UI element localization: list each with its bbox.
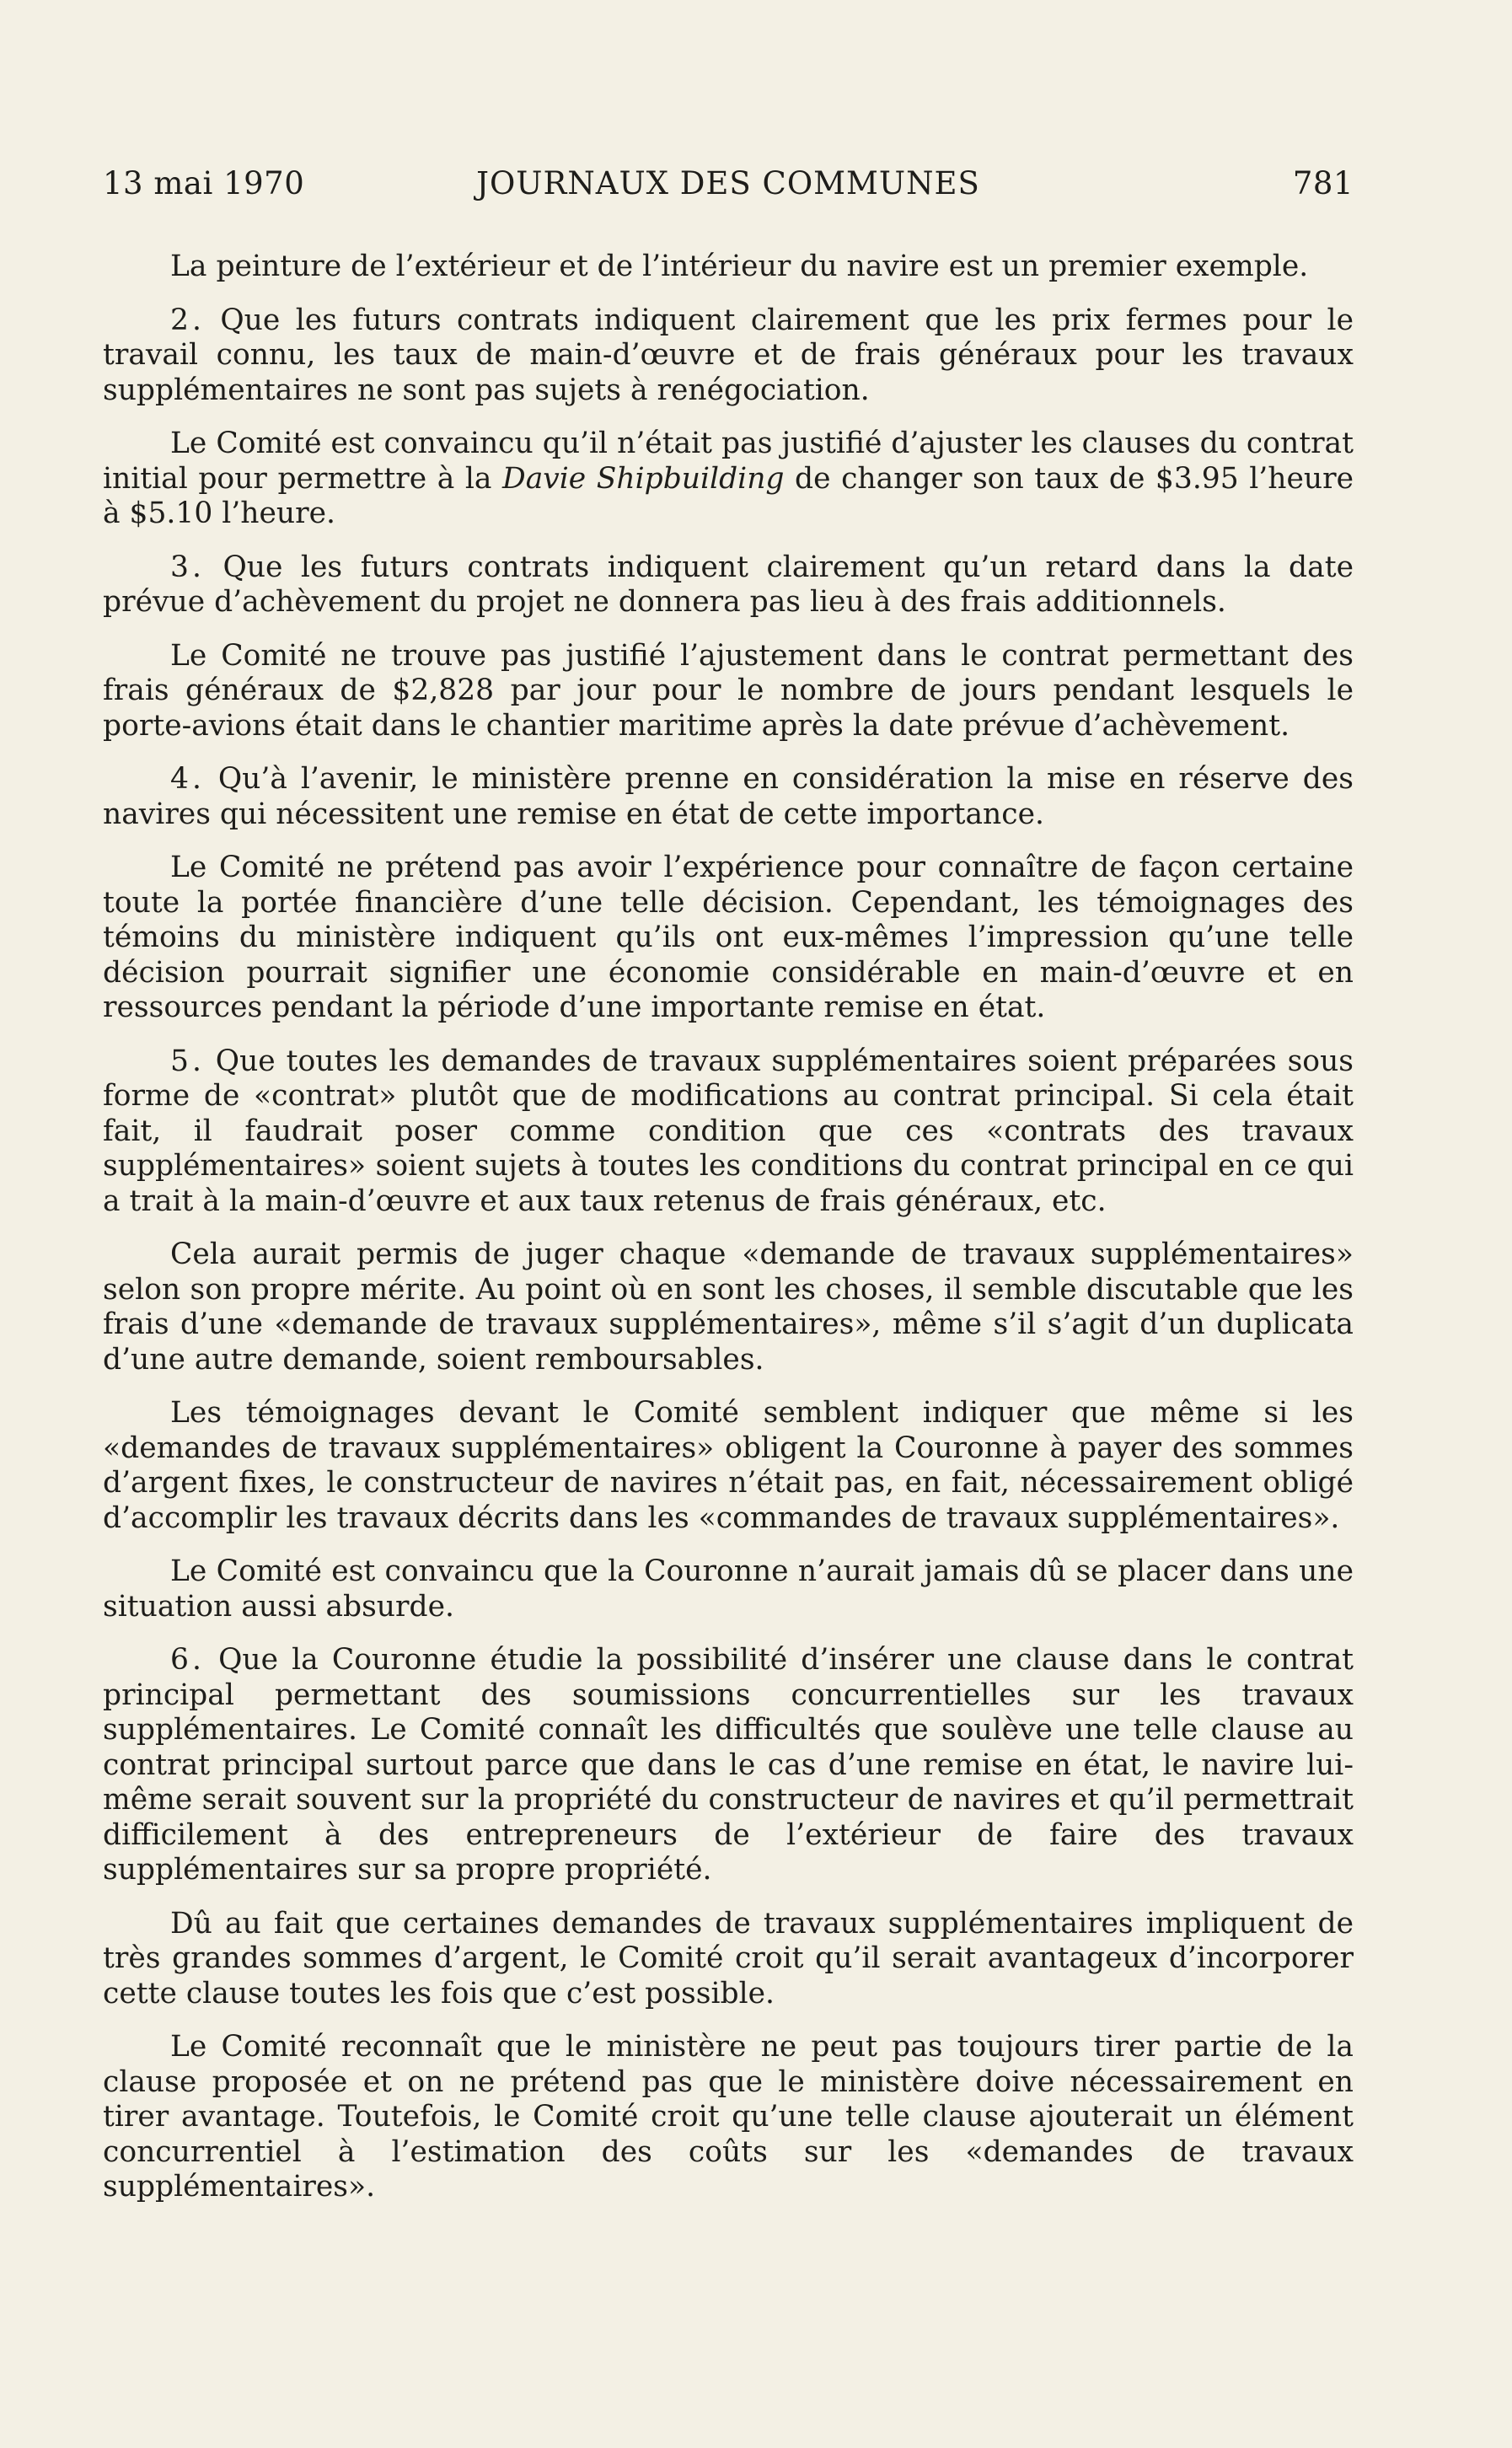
item-number: 3. [170, 550, 205, 584]
item-number: 5. [170, 1044, 205, 1078]
item-number: 2. [170, 303, 205, 337]
running-header [103, 165, 1354, 207]
page-content [103, 165, 1354, 2224]
recommendation-4: 4. Qu’à l’avenir, le ministère prenne en considération la mise en réserve des navires qui nécessitent une remise en état de cette importance. [103, 762, 1354, 831]
recommendation-2: 2. Que les futurs contrats indiquent clairement que les prix fermes pour le travail connu, les taux de main-d’œuvre et de frais généraux pour les travaux supplémentaires ne sont pas sujets à renégociation. [103, 303, 1354, 407]
paragraph: Dû au fait que certaines demandes de travaux supplémentaires impliquent de très grandes sommes d’argent, le Comité croit qu’il serait avantageux d’incorporer cette clause toutes les fois que c’est possible. [103, 1906, 1354, 2010]
recommendation-5: 5. Que toutes les demandes de travaux supplémentaires soient préparées sous forme de «contrat» plutôt que de modifications au contrat principal. Si cela était fait, il faudrait poser comme condition que ces «contrats des travaux supplémentaires» soient sujets à toutes les conditions du contrat principal en ce qui a trait à la main-d’œuvre et aux taux retenus de frais généraux, etc. [103, 1044, 1354, 1218]
paragraph: Le Comité ne trouve pas justifié l’ajustement dans le contrat permettant des frais généraux de $2,828 par jour pour le nombre de jours pendant lesquels le porte-avions était dans le chantier maritime après la date prévue d’achèvement. [103, 638, 1354, 743]
item-number: 6. [170, 1643, 205, 1677]
paragraph: Le Comité reconnaît que le ministère ne peut pas toujours tirer partie de la clause proposée et on ne prétend pas que le ministère doive nécessairement en tirer avantage. Toutefois, le Comité croit qu’une telle clause ajouterait un élément concurrentiel à l’estimation des coûts sur les «demandes de travaux supplémentaires». [103, 2030, 1354, 2204]
paragraph: La peinture de l’extérieur et de l’intérieur du navire est un premier exemple. [170, 250, 1309, 283]
recommendation-3: 3. Que les futurs contrats indiquent clairement qu’un retard dans la date prévue d’achèvement du projet ne donnera pas lieu à des frais additionnels. [103, 550, 1354, 619]
page-number: 781 [1292, 165, 1354, 201]
shipyard-name: Davie Shipbuilding [502, 461, 785, 496]
paragraph: Le Comité est convaincu qu’il n’était pas justifié d’ajuster les clauses du contrat initial pour permettre à la Davie Shipbuilding de changer son taux de $3.95 l’heure à $5.10 l’heure. [103, 427, 1354, 530]
paragraph: Cela aurait permis de juger chaque «demande de travaux supplémentaires» selon son propre mérite. Au point où en sont les choses, il semble discutable que les frais d’une «demande de travaux supplémentaires», même s’il s’agit d’un duplicata d’une autre demande, soient remboursables. [103, 1237, 1354, 1377]
recommendation-6: 6. Que la Couronne étudie la possibilité d’insérer une clause dans le contrat principal permettant des soumissions concurrentielles sur les travaux supplémentaires. Le Comité connaît les difficultés que soulève une telle clause au contrat principal surtout parce que dans le cas d’une remise en état, le navire lui-même serait souvent sur la propriété du constructeur de navires et qu’il permettrait difficilement à des entrepreneurs de l’extérieur de faire des travaux supplémentaires sur sa propre propriété. [103, 1643, 1354, 1887]
item-number: 4. [170, 762, 205, 796]
body-text [103, 250, 1354, 2205]
paragraph: Les témoignages devant le Comité semblent indiquer que même si les «demandes de travaux supplémentaires» obligent la Couronne à payer des sommes d’argent fixes, le constructeur de navires n’était pas, en fait, nécessairement obligé d’accomplir les travaux décrits dans les «commandes de travaux supplémentaires». [103, 1396, 1354, 1535]
paragraph: Le Comité est convaincu que la Couronne n’aurait jamais dû se placer dans une situation aussi absurde. [103, 1554, 1354, 1624]
paragraph: Le Comité ne prétend pas avoir l’expérience pour connaître de façon certaine toute la portée financière d’une telle décision. Cependant, les témoignages des témoins du ministère indiquent qu’ils ont eux-mêmes l’impression qu’une telle décision pourrait signifier une économie considérable en main-d’œuvre et en ressources pendant la période d’une importante remise en état. [103, 851, 1354, 1024]
header-date: 13 mai 1970 [103, 165, 305, 201]
journal-title: JOURNAUX DES COMMUNES [476, 165, 980, 201]
